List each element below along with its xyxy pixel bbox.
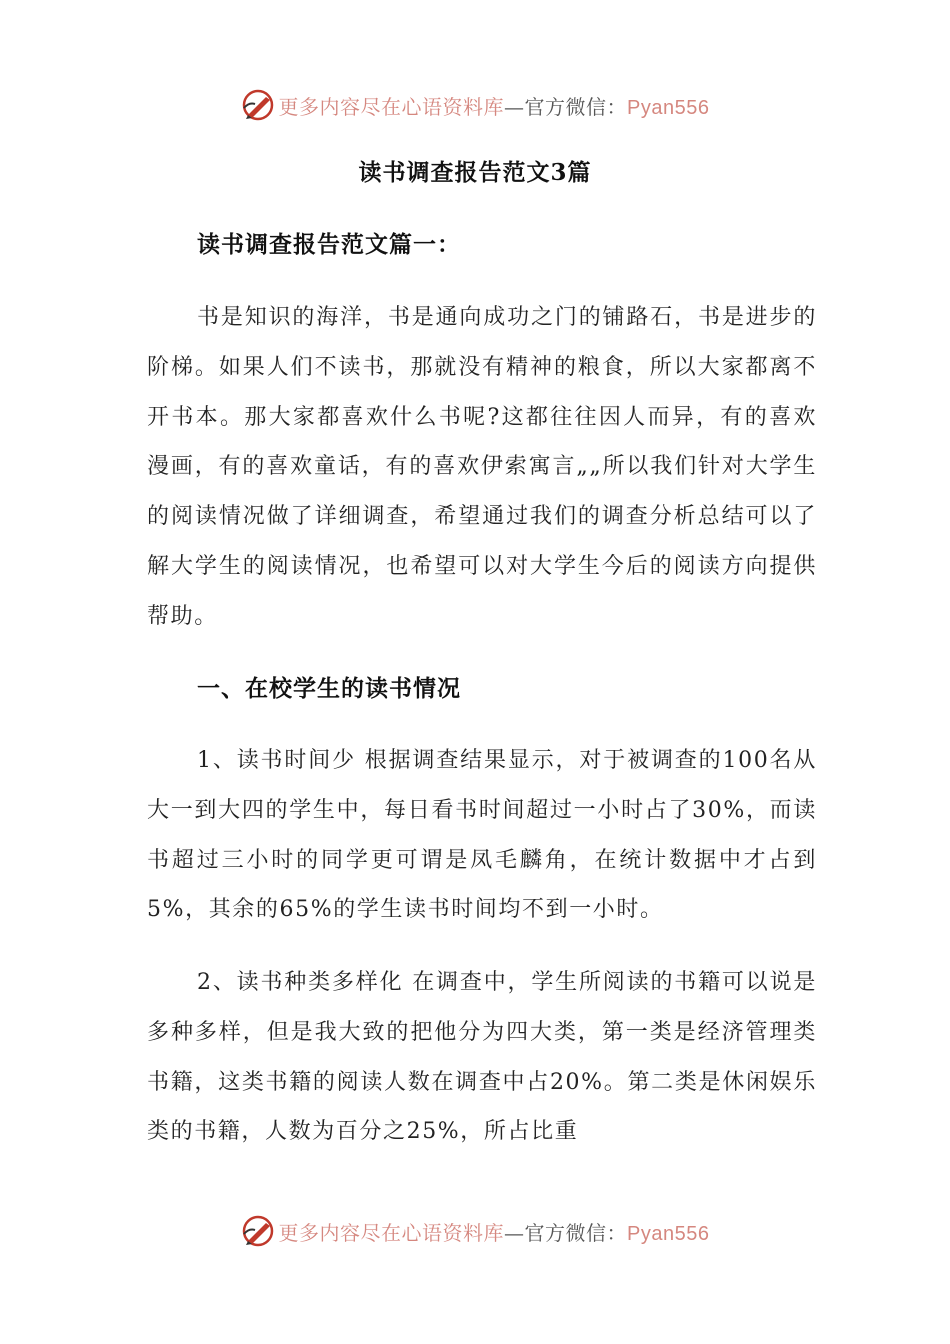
footer-banner [0,1211,950,1251]
point-1-paragraph: 1、读书时间少 根据调查结果显示，对于被调查的100名从大一到大四的学生中，每日看书时间超过一小时占了30%，而读书超过三小时的同学更可谓是凤毛麟角，在统计数据中才占到5%，其余的65%的学生读书时间均不到一小时。 [147,748,817,923]
pen-logo-icon [241,1214,275,1248]
banner-site-text: 更多内容尽在心语资料库 [278,1220,505,1245]
banner-wechat-id: Pyan556 [627,96,710,119]
header-banner [0,85,950,125]
banner-site-text: 更多内容尽在心语资料库 [278,94,505,119]
banner-wechat-label: 官方微信： [524,94,628,119]
point-2-paragraph: 2、读书种类多样化 在调查中，学生所阅读的书籍可以说是多种多样，但是我大致的把他分为四大类，第一类是经济管理类书籍，这类书籍的阅读人数在调查中占20%。第二类是休闲娱乐类的书籍，人数为百分之25%，所占比重 [147,970,817,1145]
document-title: 读书调查报告范文3篇 [358,159,592,186]
banner-dash: — [504,94,525,119]
subheading-reading-status: 一、在校学生的读书情况 [197,675,461,702]
section-heading: 读书调查报告范文篇一： [197,231,461,258]
banner-dash: — [504,1220,525,1245]
banner-wechat-id: Pyan556 [627,1222,710,1245]
banner-text [279,1217,710,1246]
banner-wechat-label: 官方微信： [524,1220,628,1245]
pen-logo-icon [241,88,275,122]
banner-text [279,91,710,120]
intro-paragraph: 书是知识的海洋，书是通向成功之门的铺路石，书是进步的阶梯。如果人们不读书，那就没有精神的粮食，所以大家都离不开书本。那大家都喜欢什么书呢?这都往往因人而异，有的喜欢漫画，有的喜欢童话，有的喜欢伊索寓言„„所以我们针对大学生的阅读情况做了详细调查，希望通过我们的调查分析总结可以了解大学生的阅读情况，也希望可以对大学生今后的阅读方向提供帮助。 [147,305,817,629]
